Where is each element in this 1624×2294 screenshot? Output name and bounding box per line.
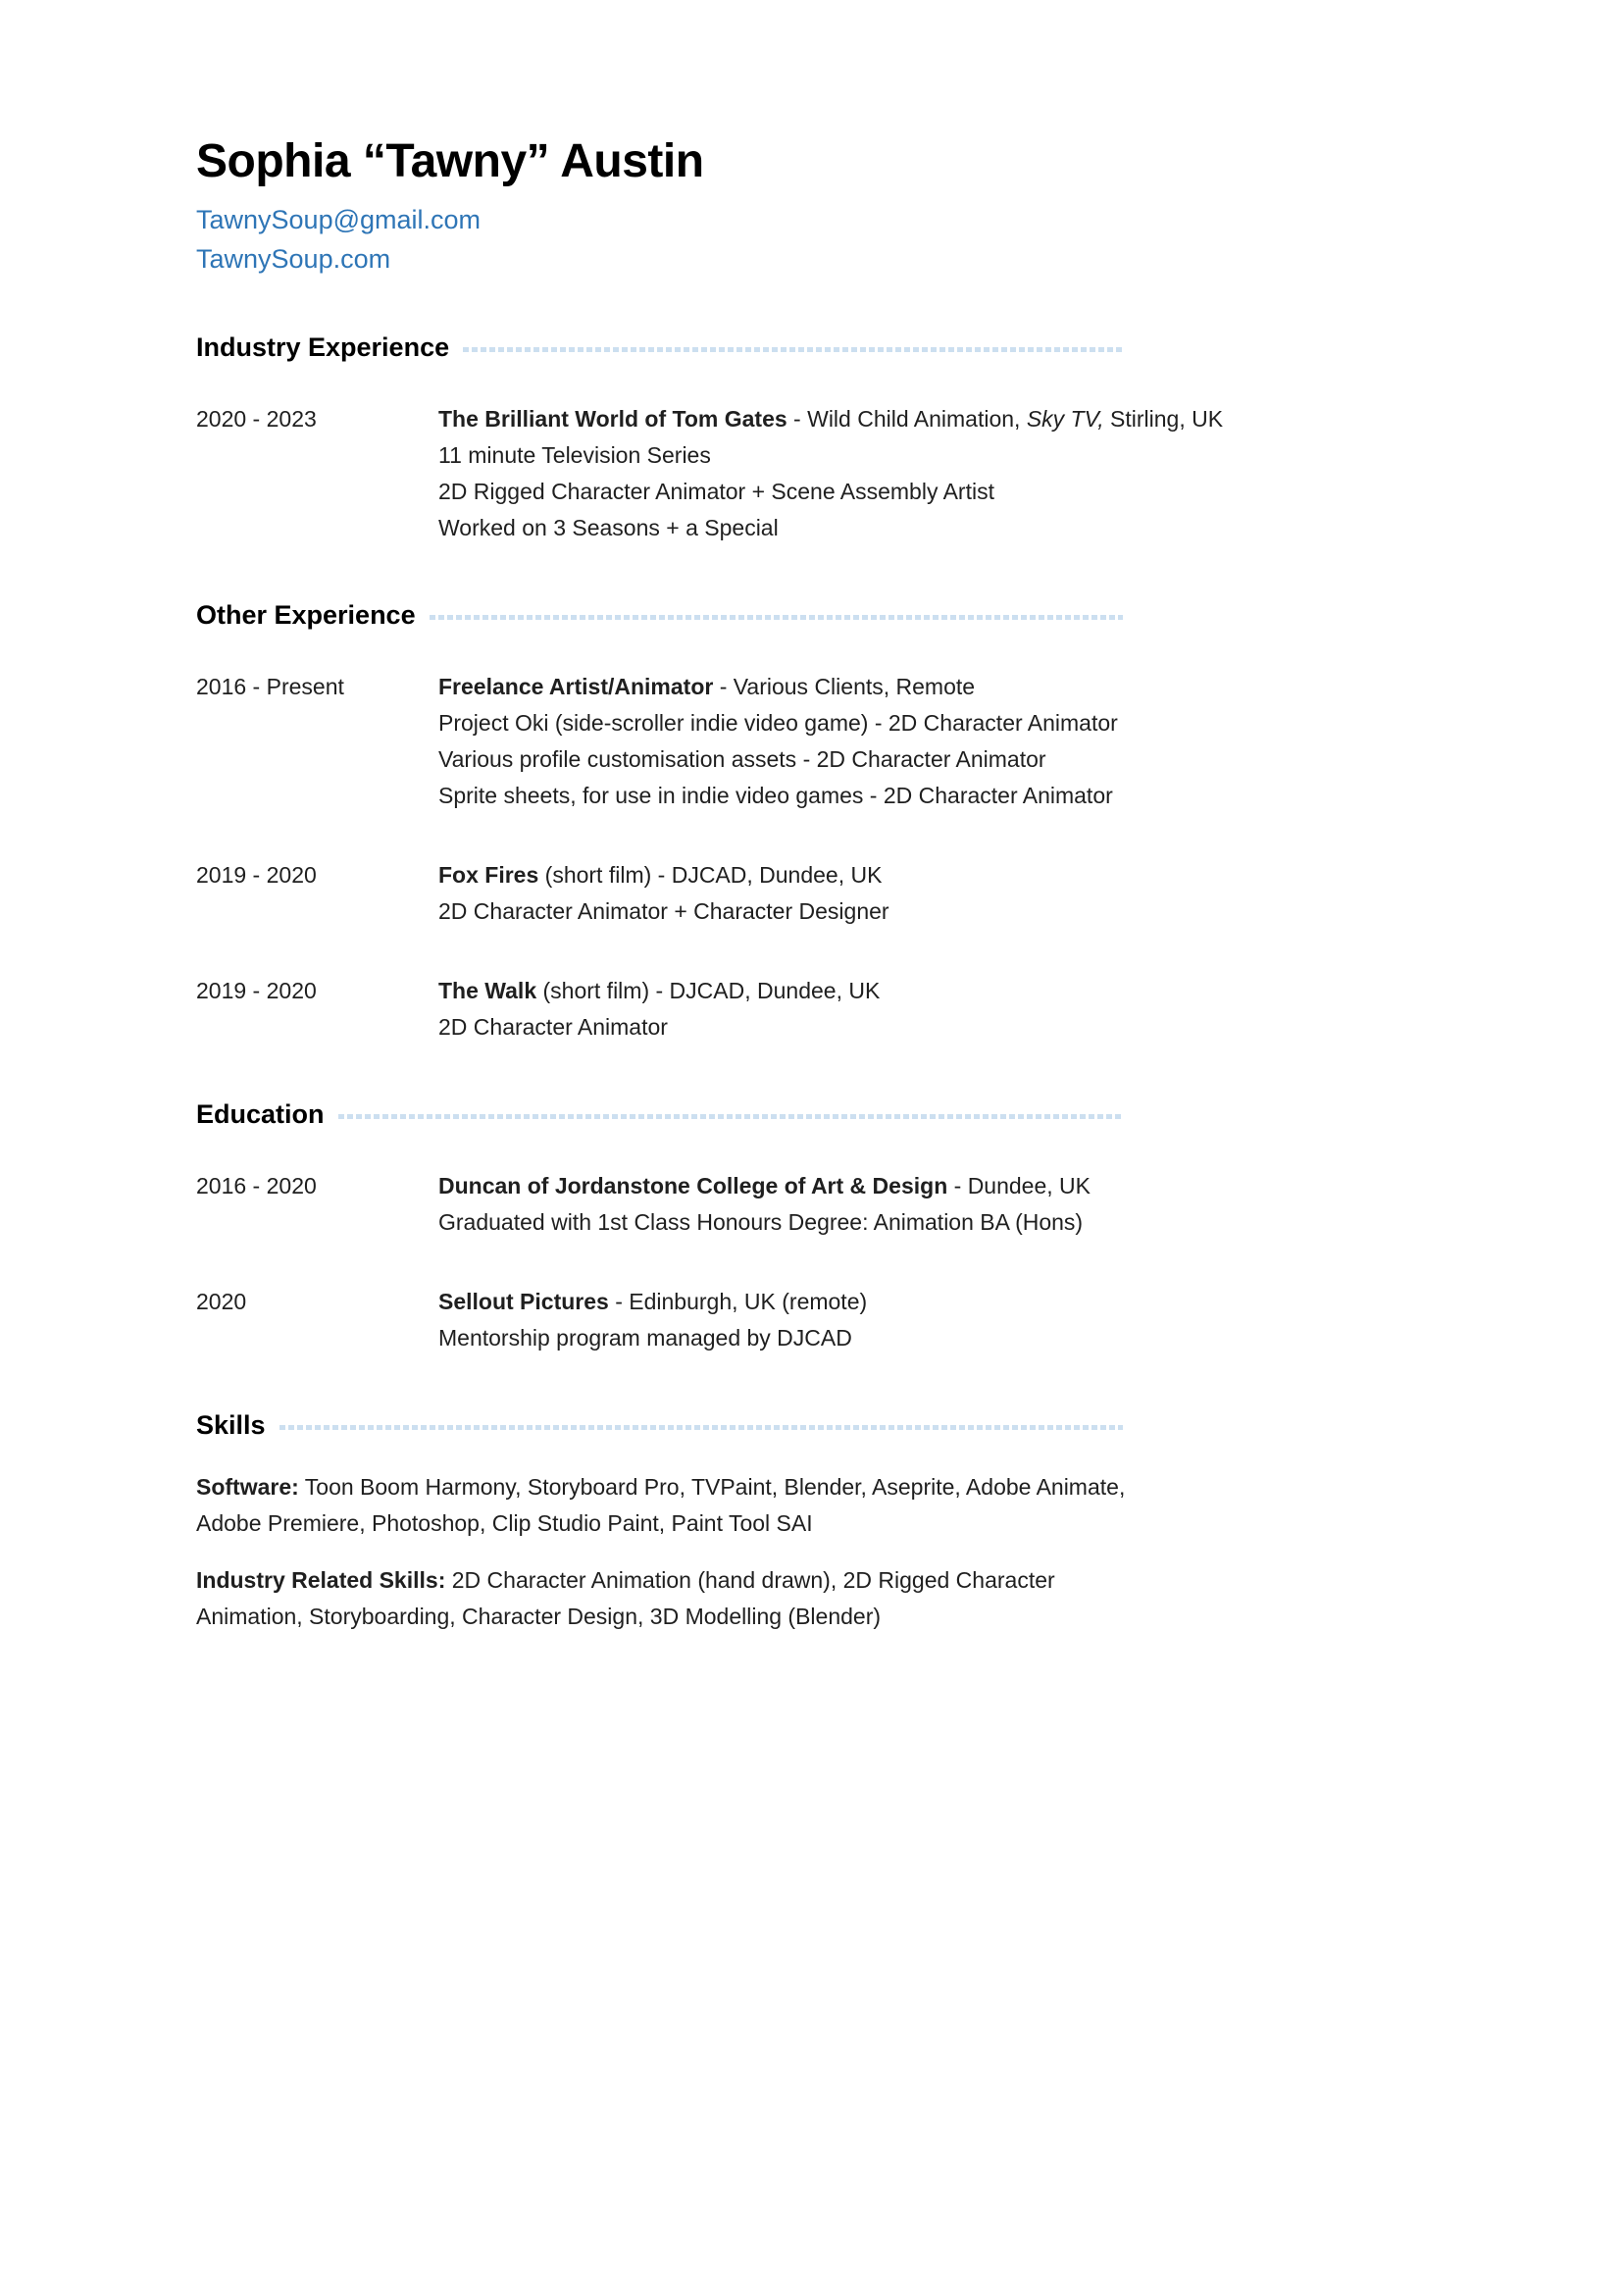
section-entries: [196, 1168, 1432, 1356]
email-link[interactable]: TawnySoup@gmail.com: [196, 205, 482, 234]
text-line: [196, 1469, 1432, 1505]
text-run: Animation, Storyboarding, Character Design, 3D Modelling (Blender): [196, 1604, 882, 1629]
text-line: [438, 437, 1432, 474]
experience-entry: [196, 857, 1432, 930]
text-run: (short film) - DJCAD, Dundee, UK: [536, 978, 881, 1003]
section-entries: [196, 669, 1432, 1045]
text-run: Adobe Premiere, Photoshop, Clip Studio Paint, Paint Tool SAI: [196, 1510, 813, 1536]
entry-dates: 2020 - 2023: [196, 406, 317, 432]
text-line: [196, 1505, 1432, 1542]
text-line: [438, 474, 1432, 510]
experience-entry: [196, 973, 1432, 1045]
section-header: [196, 1407, 1123, 1444]
text-run: - Wild Child Animation,: [787, 406, 1027, 432]
section-divider-line: [430, 615, 1123, 620]
text-run: Project Oki (side-scroller indie video game) - 2D Character Animator: [438, 710, 1118, 736]
text-run: Various profile customisation assets - 2D Character Animator: [438, 746, 1046, 772]
entry-description: [438, 857, 1432, 930]
text-run: 2D Rigged Character Animator + Scene Assembly Artist: [438, 479, 994, 504]
section-header: [196, 597, 1123, 634]
entry-description: [438, 1168, 1432, 1241]
text-run: 2D Character Animator + Character Designer: [438, 898, 889, 924]
entry-dates: 2016 - Present: [196, 674, 344, 699]
entry-description: [438, 401, 1432, 546]
text-line: [438, 857, 1432, 893]
text-run: The Brilliant World of Tom Gates: [438, 406, 787, 432]
section-divider-line: [338, 1114, 1123, 1119]
section-header: [196, 1096, 1123, 1133]
text-run: Mentorship program managed by DJCAD: [438, 1325, 852, 1351]
text-run: Stirling, UK: [1103, 406, 1224, 432]
entry-description: [438, 973, 1432, 1045]
text-run: Graduated with 1st Class Honours Degree: Animation BA (Hons): [438, 1209, 1084, 1235]
entry-dates: 2016 - 2020: [196, 1173, 317, 1198]
text-run: Sellout Pictures: [438, 1289, 609, 1314]
section-header: [196, 330, 1123, 366]
text-line: [438, 1284, 1432, 1320]
section-divider-line: [463, 347, 1123, 352]
text-run: Fox Fires: [438, 862, 539, 888]
section-other-experience: [196, 597, 1432, 1045]
text-line: [438, 1009, 1432, 1045]
experience-entry: [196, 1284, 1432, 1356]
skills-paragraph: [196, 1562, 1432, 1635]
text-run: - Dundee, UK: [947, 1173, 1091, 1198]
text-line: [438, 741, 1432, 778]
text-run: 2D Character Animator: [438, 1014, 668, 1040]
contact-block: [196, 200, 1432, 279]
skills-paragraphs: [196, 1469, 1432, 1635]
entry-description: [438, 1284, 1432, 1356]
text-line: [438, 893, 1432, 930]
section-industry-experience: [196, 330, 1432, 546]
text-run: Worked on 3 Seasons + a Special: [438, 515, 779, 540]
resume-body: [196, 330, 1432, 1635]
entry-dates: 2019 - 2020: [196, 862, 317, 888]
entry-dates: 2019 - 2020: [196, 978, 317, 1003]
section-title: Education: [196, 1099, 325, 1129]
text-line: [438, 973, 1432, 1009]
text-line: [438, 401, 1432, 437]
section-divider-line: [279, 1425, 1123, 1430]
text-run: (short film) - DJCAD, Dundee, UK: [538, 862, 883, 888]
text-line: [196, 1599, 1432, 1635]
text-run: Sky TV,: [1026, 406, 1104, 432]
experience-entry: [196, 1168, 1432, 1241]
text-run: Software:: [196, 1474, 299, 1500]
text-run: 11 minute Television Series: [438, 442, 711, 468]
text-line: [438, 1320, 1432, 1356]
section-title: Industry Experience: [196, 332, 450, 362]
candidate-name: Sophia “Tawny” Austin: [196, 135, 704, 187]
section-entries: [196, 401, 1432, 546]
text-line: [438, 669, 1432, 705]
text-run: Freelance Artist/Animator: [438, 674, 714, 699]
text-line: [438, 705, 1432, 741]
website-link[interactable]: TawnySoup.com: [196, 244, 391, 274]
entry-description: [438, 669, 1432, 814]
section-skills: [196, 1407, 1432, 1635]
experience-entry: [196, 401, 1432, 546]
section-education: [196, 1096, 1432, 1356]
text-run: 2D Character Animation (hand drawn), 2D Rigged Character: [445, 1567, 1055, 1593]
text-line: [438, 1168, 1432, 1204]
text-run: - Various Clients, Remote: [713, 674, 976, 699]
experience-entry: [196, 669, 1432, 814]
text-run: - Edinburgh, UK (remote): [608, 1289, 868, 1314]
text-line: [196, 1562, 1432, 1599]
entry-dates: 2020: [196, 1289, 247, 1314]
text-line: [438, 510, 1432, 546]
skills-paragraph: [196, 1469, 1432, 1542]
section-title: Other Experience: [196, 600, 416, 630]
text-line: [438, 1204, 1432, 1241]
section-title: Skills: [196, 1410, 266, 1440]
text-run: Duncan of Jordanstone College of Art & Design: [438, 1173, 948, 1198]
text-run: Sprite sheets, for use in indie video games - 2D Character Animator: [438, 783, 1113, 808]
text-line: [438, 778, 1432, 814]
text-run: The Walk: [438, 978, 537, 1003]
text-run: Industry Related Skills:: [196, 1567, 446, 1593]
text-run: Toon Boom Harmony, Storyboard Pro, TVPaint, Blender, Aseprite, Adobe Animate,: [298, 1474, 1126, 1500]
